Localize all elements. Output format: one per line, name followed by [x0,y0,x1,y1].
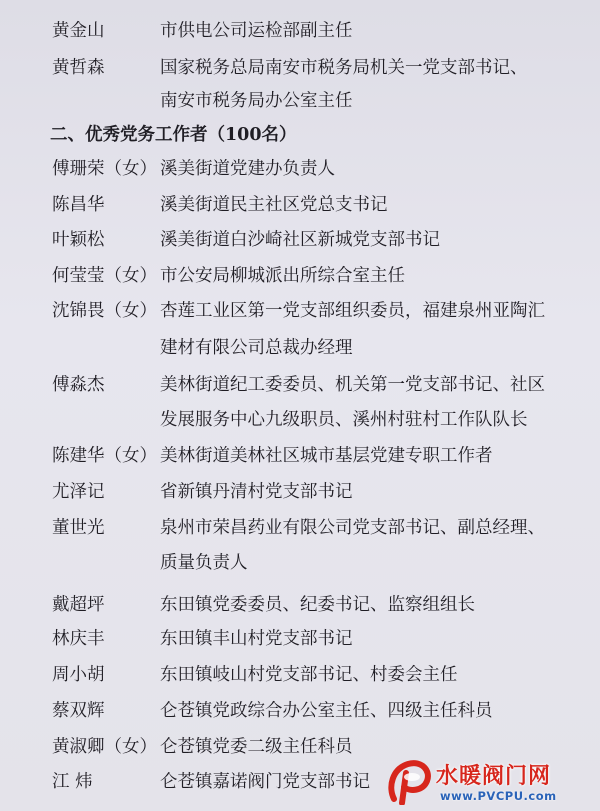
person-name: 陈建华（女） [52,446,157,466]
site-watermark [386,757,596,809]
person-role: 仑苍镇嘉诺阀门党支部书记 [160,772,370,792]
person-name: 陈昌华 [52,195,105,215]
person-name: 戴超坪 [52,595,105,615]
person-role: 市公安局柳城派出所综合室主任 [160,266,405,286]
person-role: 仑苍镇党政综合办公室主任、四级主任科员 [160,701,493,721]
person-name: 江 炜 [52,772,93,792]
person-name: 董世光 [52,518,105,538]
person-name: 沈锦畏（女） [52,301,157,321]
person-role: 市供电公司运检部副主任 [160,21,353,41]
person-role: 东田镇丰山村党支部书记 [160,629,353,649]
person-role: 溪美街道党建办负责人 [160,159,335,179]
person-name: 林庆丰 [52,629,105,649]
person-role: 美林街道纪工委委员、机关第一党支部书记、社区 [160,375,545,395]
person-name: 周小胡 [52,665,105,685]
person-name: 傅淼杰 [52,375,105,395]
person-role: 美林街道美林社区城市基层党建专职工作者 [160,446,493,466]
person-name: 蔡双辉 [52,701,105,721]
site-url: www.PVCPU.com [440,789,557,803]
person-role-continued: 南安市税务局办公室主任 [160,91,353,111]
person-role: 国家税务总局南安市税务局机关一党支部书记、 [160,58,528,78]
person-role-continued: 建材有限公司总裁办经理 [160,338,353,358]
site-logo-icon [386,759,432,805]
person-role: 溪美街道民主社区党总支书记 [160,195,388,215]
person-role: 省新镇丹清村党支部书记 [160,482,353,502]
person-name: 黄金山 [52,21,105,41]
person-name: 尤泽记 [52,482,105,502]
section-heading: 二、优秀党务工作者（100名） [50,125,297,145]
person-role-continued: 发展服务中心九级职员、溪州村驻村工作队队长 [160,410,528,430]
person-role: 溪美街道白沙崎社区新城党支部书记 [160,230,440,250]
person-role: 仑苍镇党委二级主任科员 [160,737,353,757]
person-role: 东田镇党委委员、纪委书记、监察组组长 [160,595,475,615]
person-role: 东田镇岐山村党支部书记、村委会主任 [160,665,458,685]
person-name: 黄淑卿（女） [52,737,157,757]
site-brand-name: 水暖阀门网 [436,764,552,789]
person-role: 泉州市荣昌药业有限公司党支部书记、副总经理、 [160,518,545,538]
person-name: 傅珊荣（女） [52,159,157,179]
person-name: 黄哲森 [52,58,105,78]
person-name: 叶颖松 [52,230,105,250]
person-role-continued: 质量负责人 [160,553,248,573]
person-role: 杏莲工业区第一党支部组织委员，福建泉州亚陶汇 [160,301,545,321]
person-name: 何莹莹（女） [52,266,157,286]
